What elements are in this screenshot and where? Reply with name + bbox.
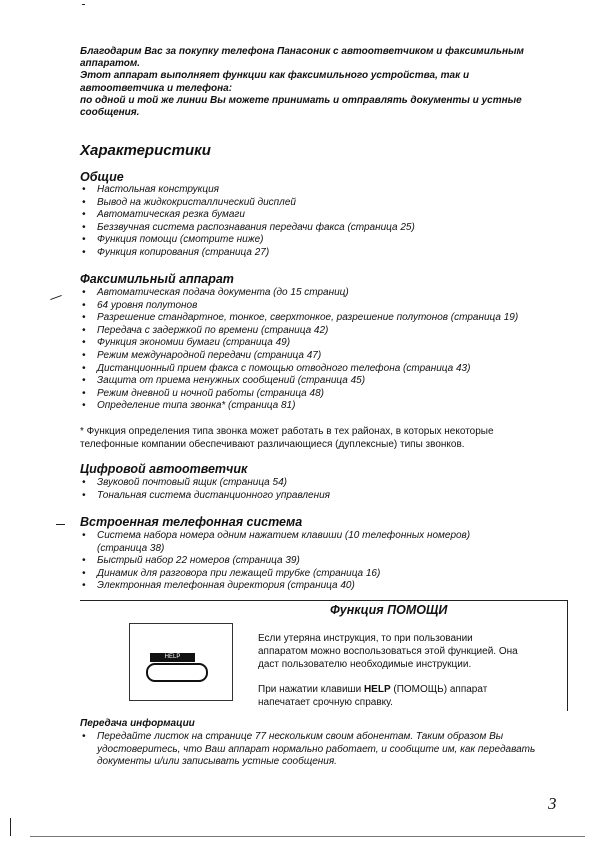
note-line: * Функция определения типа звонка может работать в тех районах, в которых некоторые [80, 426, 494, 437]
help-instruction [258, 683, 558, 709]
list-item [82, 287, 562, 300]
list-item [82, 580, 562, 593]
transfer-line: Передайте листок на странице 77 нескольким своим абонентам. Таким образом Вы [97, 731, 504, 742]
list-item [82, 197, 562, 210]
intro-line: Этот аппарат выполняет функции как факсимильного устройства, так и [80, 70, 470, 82]
help-key-icon [146, 663, 208, 682]
list-item [82, 375, 562, 388]
note-line: телефонные компании обеспечивают различающиеся (дуплексные) типы звонков. [80, 439, 465, 450]
bullet-icon: • [82, 234, 86, 246]
help-line: даст пользователю необходимые инструкции. [258, 659, 472, 670]
bullet-icon: • [82, 477, 86, 488]
intro-line: Благодарим Вас за покупку телефона Панасоник с автоответчиком и факсимильным [80, 46, 524, 57]
bullet-icon: • [82, 580, 86, 592]
ring-detection-note [80, 425, 560, 451]
bullet-icon: • [82, 530, 86, 541]
bullet-icon: • [82, 400, 86, 412]
bullet-icon: • [82, 375, 86, 387]
bullet-icon: • [82, 362, 86, 374]
list-item-text: Определение типа звонка* (страница 81) [97, 400, 296, 412]
bullet-icon: • [82, 246, 86, 258]
bullet-icon: • [82, 209, 86, 221]
list-item [82, 209, 562, 222]
phone-list [82, 530, 562, 593]
list-item [82, 477, 562, 490]
help-line: напечатает срочную справку. [258, 697, 393, 708]
list-item-text: Вывод на жидкокристаллический дисплей [97, 196, 296, 208]
list-item [82, 247, 562, 260]
bullet-icon: • [82, 312, 86, 324]
help-key-label: HELP [150, 653, 195, 662]
list-item [82, 530, 562, 555]
fax-list [82, 287, 562, 413]
list-item-text: Автоматическая подача документа (до 15 страниц) [97, 287, 349, 298]
bullet-icon: • [82, 731, 86, 742]
list-item-text: Беззвучная система распознавания передачи факса (страница 25) [97, 221, 415, 233]
bullet-icon: • [82, 324, 86, 336]
list-item-text: Динамик для разговора при лежащей трубке (страница 16) [97, 567, 381, 579]
list-item-text: Функция копирования (страница 27) [97, 246, 270, 258]
list-item [82, 490, 562, 503]
list-item-text: Функция экономии бумаги (страница 49) [97, 337, 291, 349]
help-line [258, 683, 558, 696]
list-item [82, 363, 562, 376]
bullet-icon: • [82, 567, 86, 579]
list-item-text: Электронная телефонная директория (страница 40) [97, 580, 355, 592]
list-item [82, 350, 562, 363]
bullet-icon: • [82, 287, 86, 298]
bullet-icon: • [82, 489, 86, 501]
list-item [82, 325, 562, 338]
transfer-line: документы и/или записывать устные сообщения. [97, 756, 337, 768]
list-item-text: Разрешение стандартное, тонкое, сверхтонкое, разрешение полутонов (страница 19) [97, 312, 519, 324]
intro-text [80, 46, 570, 119]
list-item [82, 731, 562, 769]
help-function-title: Функция ПОМОЩИ [330, 603, 448, 617]
list-item [82, 400, 562, 413]
section-title-general: Общие [80, 170, 124, 184]
bullet-icon: • [82, 221, 86, 233]
scan-mark-bottom-line [30, 836, 585, 837]
list-item [82, 312, 562, 325]
scan-mark-left-2 [56, 524, 65, 525]
list-item [82, 234, 562, 247]
section-title-digital: Цифровой автоответчик [80, 462, 248, 476]
bullet-icon: • [82, 196, 86, 208]
scan-mark-top [82, 4, 85, 5]
help-line: Если утеряна инструкция, то при пользовании [258, 633, 473, 644]
general-list [82, 184, 562, 260]
help-key-illustration [129, 623, 233, 701]
help-key-name: HELP [363, 684, 391, 695]
list-item-text: Звуковой почтовый ящик (страница 54) [97, 477, 287, 488]
bullet-icon: • [82, 184, 86, 195]
intro-line: сообщения. [80, 107, 140, 119]
transfer-title: Передача информации [80, 718, 195, 729]
list-item-text-cont: (страница 38) [97, 542, 165, 554]
list-item-text: Передача с задержкой по времени (страница 42) [97, 324, 329, 336]
transfer-line: удостоверитесь, что Ваш аппарат нормально работает, и сообщите им, как передавать [97, 743, 536, 755]
scan-mark-left-1 [50, 295, 62, 300]
list-item-text: Функция помощи (смотрите ниже) [97, 234, 264, 246]
list-item [82, 388, 562, 401]
list-item-text: Защита от приема ненужных сообщений (страница 45) [97, 375, 366, 387]
bullet-icon: • [82, 337, 86, 349]
intro-line: аппаратом. [80, 58, 141, 70]
list-item-text: Настольная конструкция [97, 184, 220, 195]
digital-list [82, 477, 562, 502]
list-item-text: Тональная система дистанционного управления [97, 489, 330, 501]
list-item [82, 184, 562, 197]
help-description [258, 632, 558, 671]
list-item [82, 222, 562, 235]
list-item-text: Быстрый набор 22 номеров (страница 39) [97, 555, 300, 567]
page-number: 3 [548, 794, 557, 813]
transfer-list [82, 731, 562, 769]
list-item [82, 555, 562, 568]
intro-line: по одной и той же линии Вы можете принимать и отправлять документы и устные [80, 94, 522, 106]
list-item [82, 337, 562, 350]
list-item-text: Режим дневной и ночной работы (страница 48) [97, 387, 324, 399]
intro-line: автоответчика и телефона: [80, 82, 233, 94]
bullet-icon: • [82, 349, 86, 361]
help-suffix: (ПОМОЩЬ) аппарат [390, 684, 488, 695]
section-title-fax: Факсимильный аппарат [80, 272, 234, 286]
bullet-icon: • [82, 387, 86, 399]
list-item-text: 64 уровня полутонов [97, 299, 198, 311]
page-title: Характеристики [80, 142, 211, 159]
bullet-icon: • [82, 299, 86, 311]
list-item-text: Дистанционный прием факса с помощью отводного телефона (страница 43) [97, 362, 471, 374]
section-title-phone: Встроенная телефонная система [80, 515, 303, 529]
list-item-text: Режим международной передачи (страница 47) [97, 349, 322, 361]
list-item [82, 300, 562, 313]
list-item [82, 568, 562, 581]
help-line: аппаратом можно воспользоваться этой функцией. Она [258, 646, 518, 657]
help-prefix: При нажатии клавиши [258, 684, 364, 695]
scan-mark-bottom-left [10, 818, 11, 836]
bullet-icon: • [82, 555, 86, 567]
list-item-text: Система набора номера одним нажатием клавиши (10 телефонных номеров) [97, 530, 471, 541]
list-item-text: Автоматическая резка бумаги [97, 209, 245, 221]
